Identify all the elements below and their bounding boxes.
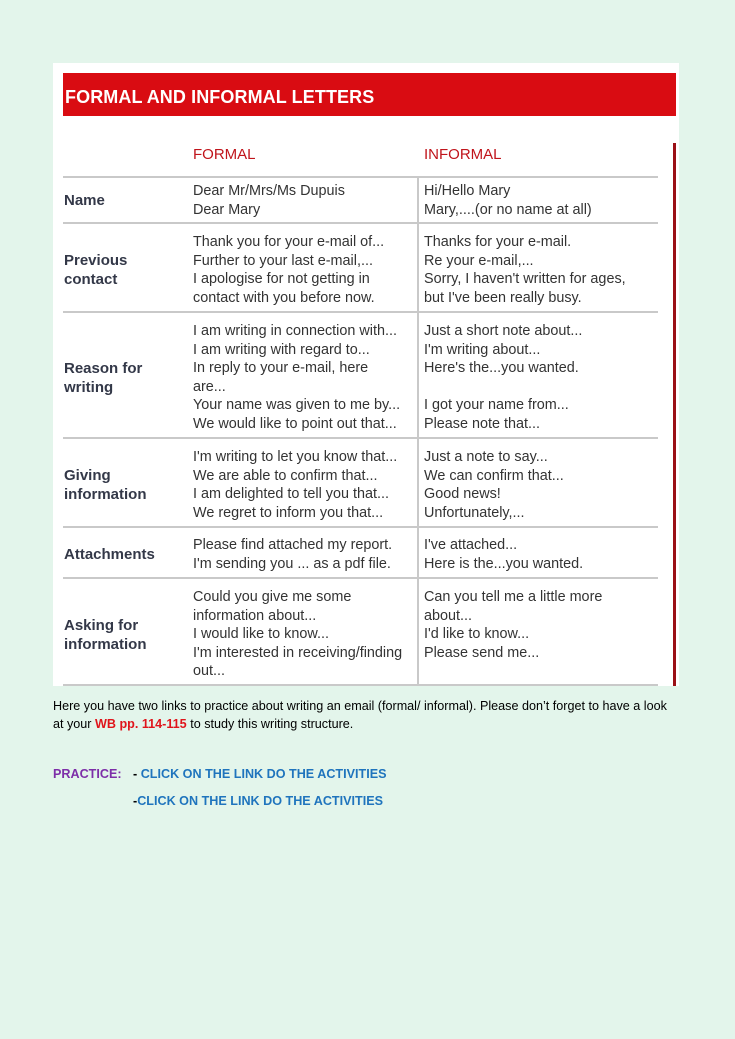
formal-cell-attachments: Please find attached my report. I'm sending you ... as a pdf file. [193,537,393,572]
informal-cell-name: Hi/Hello Mary Mary,....(or no name at all) [424,183,592,218]
workbook-reference: WB pp. 114-115 [95,716,187,731]
column-header-informal: INFORMAL [424,146,502,163]
row-divider [63,176,658,178]
intro-text: Here you have two links to practice about writing an email (formal/ informal). Please don’t forget to have a look at your [53,699,667,731]
row-label-attachments: Attachments [64,546,155,563]
row-divider [63,577,658,579]
row-label-previous-contact: Previous contact [64,252,128,288]
letters-table-image [53,63,679,686]
informal-cell-attachments: I've attached... Here is the...you wanted. [424,537,584,572]
link-bullet: - [133,767,138,781]
formal-cell-asking-for-information: Could you give me some information about... I would like to know... I'm interested in receiving/finding out... [193,589,403,680]
table-title: FORMAL AND INFORMAL LETTERS [65,87,375,107]
row-label-asking-for-information: Asking for information [64,617,147,653]
table-title-banner [63,73,676,116]
informal-cell-asking-for-information: Can you tell me a little more about... I'd like to know... Please send me... [424,589,603,661]
informal-cell-reason-for-writing: Just a short note about... I'm writing about... Here's the...you wanted. I got your name from... Please note that... [424,323,583,432]
row-label-name: Name [64,192,105,209]
practice-link-2[interactable] [133,794,383,808]
formal-cell-giving-information: I'm writing to let you know that... We are able to confirm that... I am delighted to tell you that... We regret to inform you that... [193,449,398,521]
row-divider [63,684,658,686]
practice-label: PRACTICE: [53,767,122,781]
formal-cell-previous-contact: Thank you for your e-mail of... Further to your last e-mail,... I apologise for not getting in contact with you before now. [193,234,385,306]
informal-cell-giving-information: Just a note to say... We can confirm that... Good news! Unfortunately,... [424,449,564,521]
row-divider [63,311,658,313]
row-divider [63,437,658,439]
intro-paragraph [53,698,673,733]
column-header-formal: FORMAL [193,146,256,163]
intro-text-end: to study this writing structure. [186,716,354,731]
row-divider [63,222,658,224]
practice-link-1-text[interactable]: CLICK ON THE LINK DO THE ACTIVITIES [140,767,387,781]
practice-link-1[interactable] [133,767,387,781]
row-label-reason-for-writing: Reason for writing [64,360,143,396]
formal-cell-name: Dear Mr/Mrs/Ms Dupuis Dear Mary [193,183,345,218]
column-divider [417,176,419,686]
practice-link-2-text[interactable]: CLICK ON THE LINK DO THE ACTIVITIES [137,794,384,808]
link-bullet: - [133,794,138,808]
formal-cell-reason-for-writing: I am writing in connection with... I am writing with regard to... In reply to your e-mail, here are... Your name was given to me by... We would like to point out that... [193,323,401,432]
informal-cell-previous-contact: Thanks for your e-mail. Re your e-mail,... Sorry, I haven't written for ages, but I've been really busy. [424,234,626,306]
row-label-giving-information: Giving information [64,467,147,503]
row-divider [63,526,658,528]
right-border [673,143,676,686]
